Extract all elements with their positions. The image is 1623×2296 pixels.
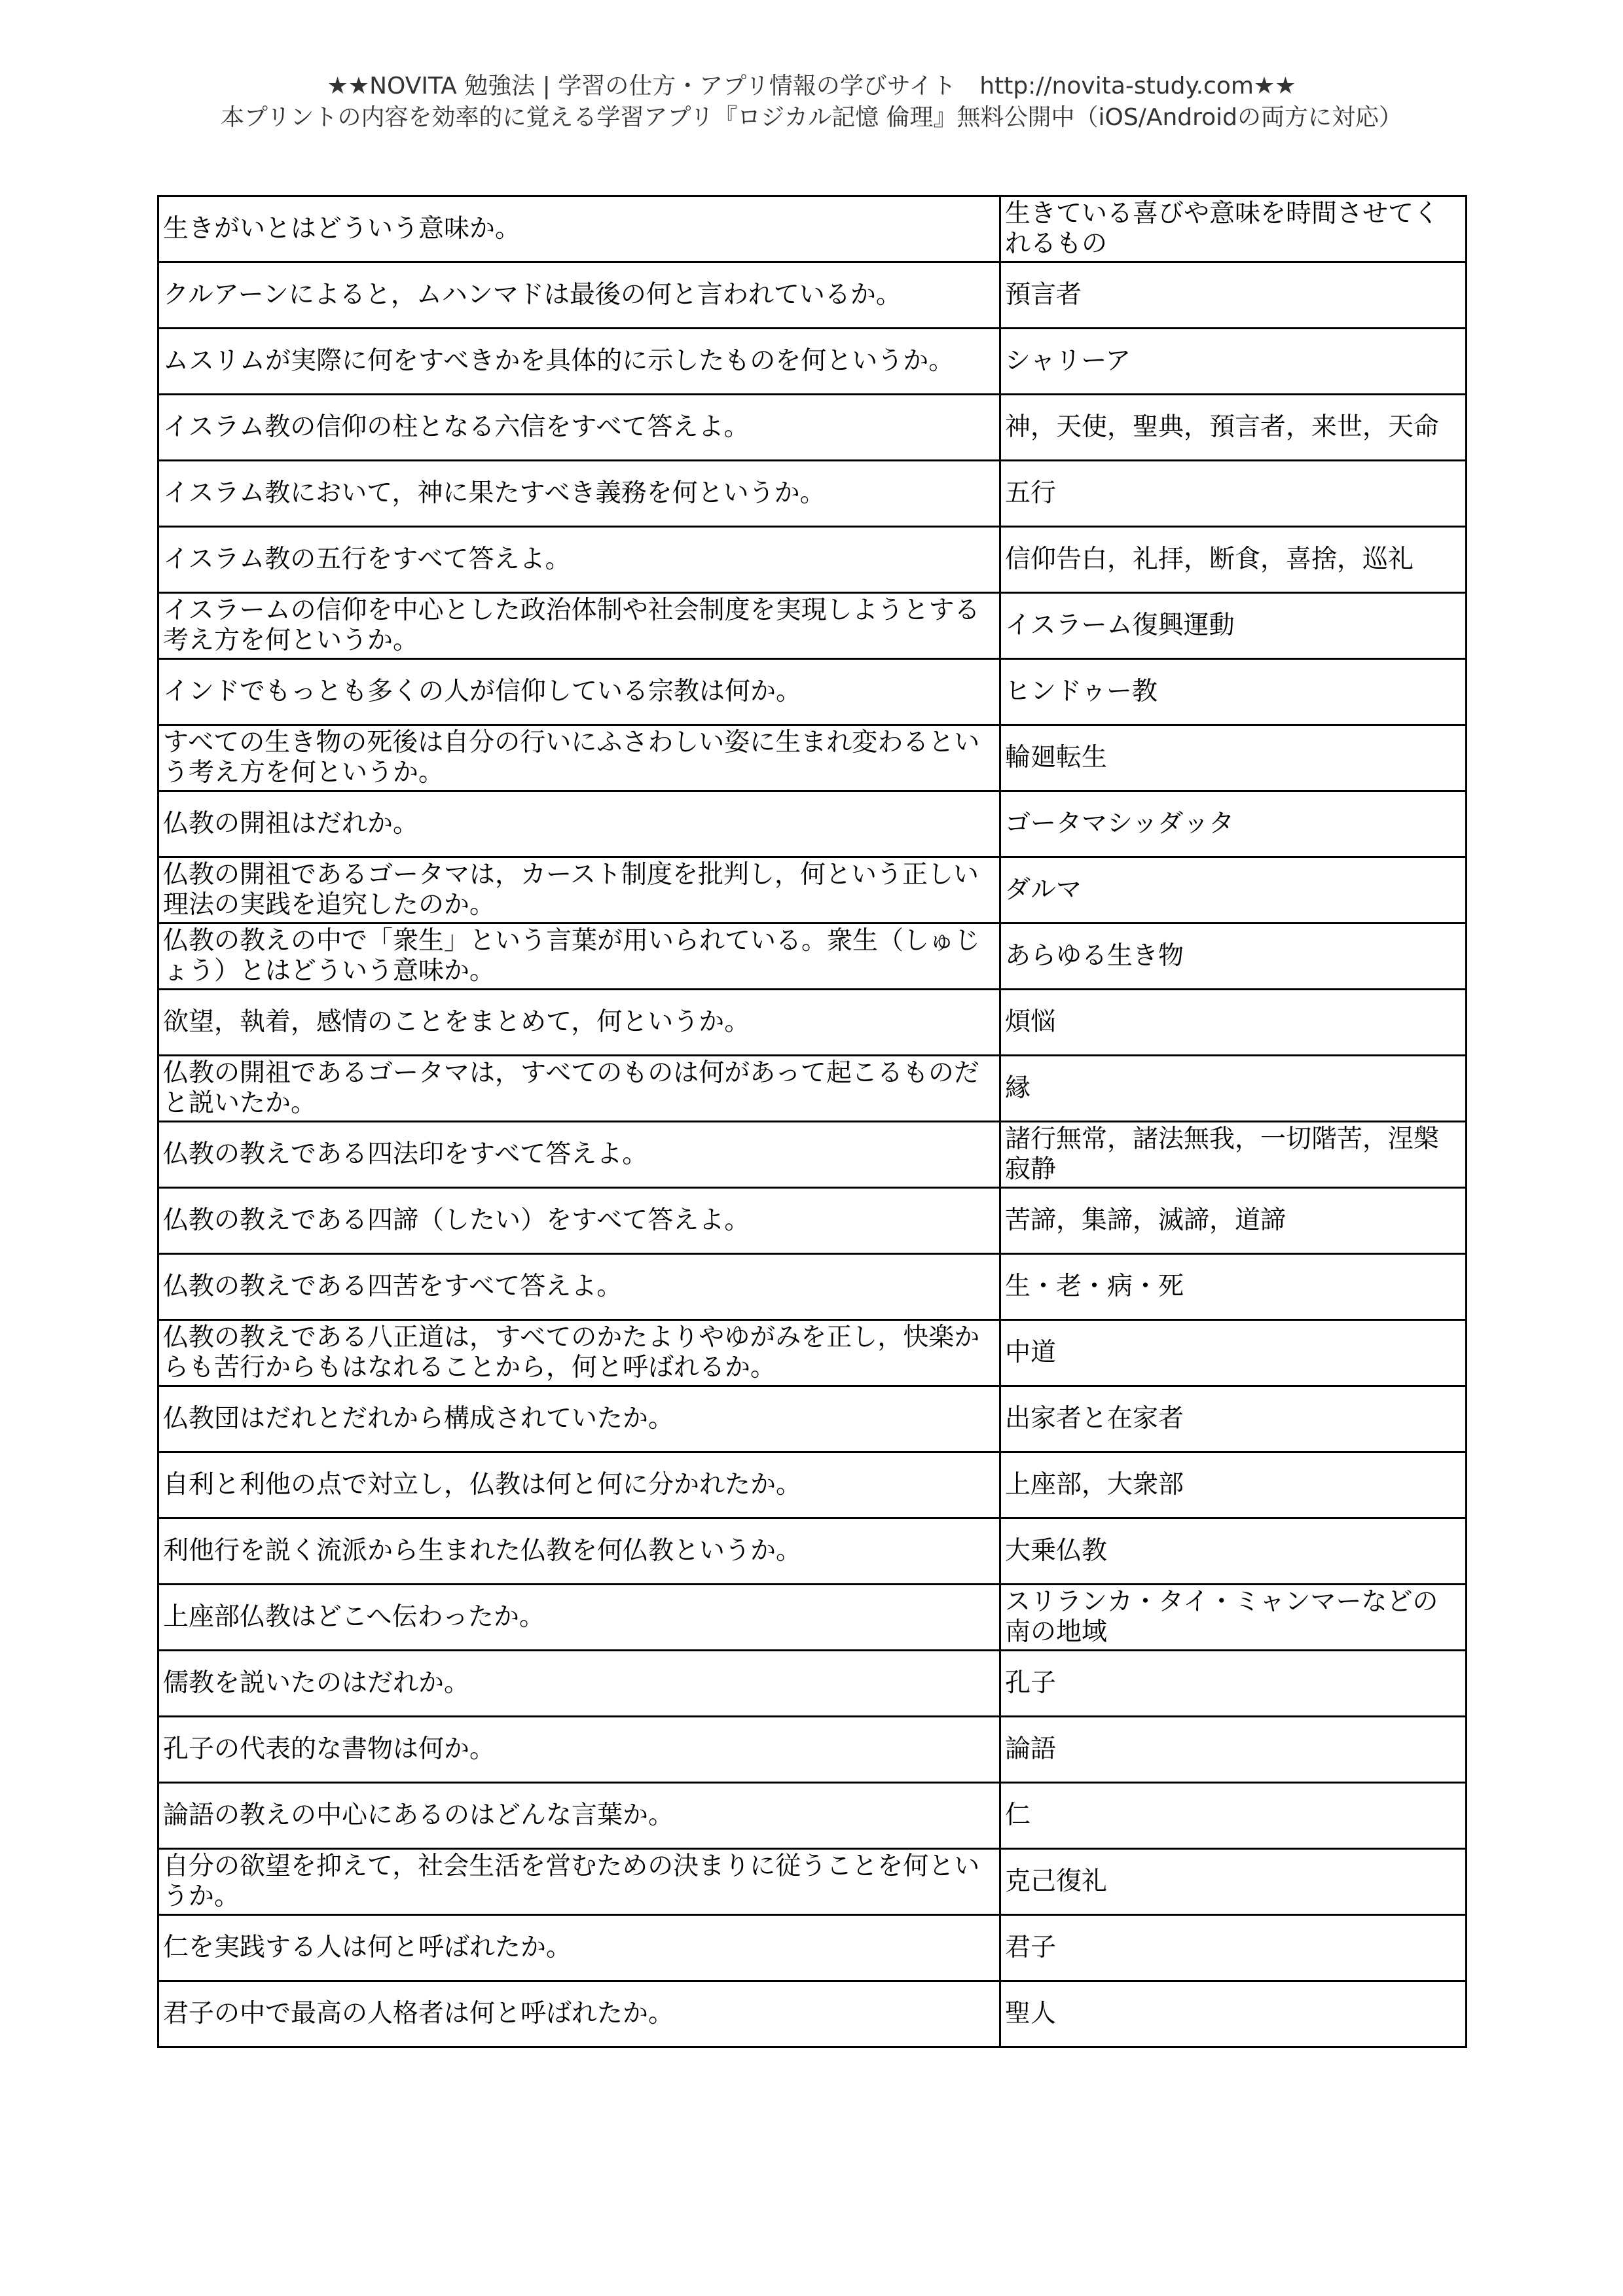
question-cell: イスラームの信仰を中心とした政治体制や社会制度を実現しようとする考え方を何というか。 <box>158 593 1000 659</box>
question-cell: 孔子の代表的な書物は何か。 <box>158 1717 1000 1783</box>
table-row <box>158 1651 1467 1717</box>
answer-cell: 神，天使，聖典，預言者，来世，天命 <box>1000 395 1467 461</box>
question-cell: イスラム教において，神に果たすべき義務を何というか。 <box>158 461 1000 527</box>
table-row <box>158 659 1467 725</box>
question-cell: すべての生き物の死後は自分の行いにふさわしい姿に生まれ変わるという考え方を何というか。 <box>158 725 1000 791</box>
table-row <box>158 329 1467 395</box>
table-row <box>158 924 1467 990</box>
answer-cell: 信仰告白，礼拝，断食，喜捨，巡礼 <box>1000 527 1467 593</box>
answer-cell: 生・老・病・死 <box>1000 1254 1467 1320</box>
question-cell: 利他行を説く流派から生まれた仏教を何仏教というか。 <box>158 1518 1000 1585</box>
answer-cell: 仁 <box>1000 1783 1467 1849</box>
question-cell: 仏教の開祖はだれか。 <box>158 791 1000 857</box>
question-cell: イスラム教の五行をすべて答えよ。 <box>158 527 1000 593</box>
answer-cell: 預言者 <box>1000 262 1467 329</box>
table-row <box>158 1122 1467 1188</box>
question-cell: インドでもっとも多くの人が信仰している宗教は何か。 <box>158 659 1000 725</box>
table-row <box>158 461 1467 527</box>
table-row <box>158 262 1467 329</box>
answer-cell: シャリーア <box>1000 329 1467 395</box>
table-row <box>158 527 1467 593</box>
table-row <box>158 1254 1467 1320</box>
answer-cell: ヒンドゥー教 <box>1000 659 1467 725</box>
table-row <box>158 990 1467 1056</box>
table-row <box>158 791 1467 857</box>
table-row <box>158 1320 1467 1386</box>
table-row <box>158 1915 1467 1981</box>
header-site-line: ★★NOVITA 勉強法 | 学習の仕方・アプリ情報の学びサイト http://novita-study.com★★ <box>327 73 1296 99</box>
answer-cell: 君子 <box>1000 1915 1467 1981</box>
question-cell: 仁を実践する人は何と呼ばれたか。 <box>158 1915 1000 1981</box>
answer-cell: ゴータマシッダッタ <box>1000 791 1467 857</box>
header-app-line: 本プリントの内容を効率的に覚える学習アプリ『ロジカル記憶 倫理』無料公開中（iOS/Androidの両方に対応） <box>220 104 1403 131</box>
question-cell: 仏教の教えの中で「衆生」という言葉が用いられている。衆生（しゅじょう）とはどういう意味か。 <box>158 924 1000 990</box>
table-row <box>158 196 1467 262</box>
table-row <box>158 1849 1467 1915</box>
answer-cell: 聖人 <box>1000 1981 1467 2047</box>
answer-cell: 上座部，大衆部 <box>1000 1452 1467 1518</box>
table-row <box>158 1518 1467 1585</box>
qa-table <box>157 195 1467 2048</box>
answer-cell: 輪廻転生 <box>1000 725 1467 791</box>
table-row <box>158 395 1467 461</box>
question-cell: 上座部仏教はどこへ伝わったか。 <box>158 1585 1000 1651</box>
question-cell: イスラム教の信仰の柱となる六信をすべて答えよ。 <box>158 395 1000 461</box>
question-cell: 論語の教えの中心にあるのはどんな言葉か。 <box>158 1783 1000 1849</box>
question-cell: 仏教団はだれとだれから構成されていたか。 <box>158 1386 1000 1452</box>
answer-cell: 五行 <box>1000 461 1467 527</box>
question-cell: 生きがいとはどういう意味か。 <box>158 196 1000 262</box>
answer-cell: 大乗仏教 <box>1000 1518 1467 1585</box>
answer-cell: 諸行無常，諸法無我，一切階苦，涅槃寂静 <box>1000 1122 1467 1188</box>
table-row <box>158 593 1467 659</box>
answer-cell: 孔子 <box>1000 1651 1467 1717</box>
question-cell: 仏教の開祖であるゴータマは，カースト制度を批判し，何という正しい理法の実践を追究したのか。 <box>158 857 1000 924</box>
table-row <box>158 1386 1467 1452</box>
table-row <box>158 857 1467 924</box>
question-cell: クルアーンによると，ムハンマドは最後の何と言われているか。 <box>158 262 1000 329</box>
table-row <box>158 1981 1467 2047</box>
question-cell: 仏教の教えである八正道は，すべてのかたよりやゆがみを正し，快楽からも苦行からもはなれることから，何と呼ばれるか。 <box>158 1320 1000 1386</box>
question-cell: 仏教の教えである四諦（したい）をすべて答えよ。 <box>158 1188 1000 1254</box>
answer-cell: 出家者と在家者 <box>1000 1386 1467 1452</box>
answer-cell: 論語 <box>1000 1717 1467 1783</box>
answer-cell: 克己復礼 <box>1000 1849 1467 1915</box>
answer-cell: 生きている喜びや意味を時間させてくれるもの <box>1000 196 1467 262</box>
table-row <box>158 1452 1467 1518</box>
table-row <box>158 1056 1467 1122</box>
table-row <box>158 1188 1467 1254</box>
question-cell: 仏教の教えである四法印をすべて答えよ。 <box>158 1122 1000 1188</box>
question-cell: 君子の中で最高の人格者は何と呼ばれたか。 <box>158 1981 1000 2047</box>
answer-cell: 縁 <box>1000 1056 1467 1122</box>
question-cell: 自利と利他の点で対立し，仏教は何と何に分かれたか。 <box>158 1452 1000 1518</box>
table-row <box>158 1783 1467 1849</box>
question-cell: 自分の欲望を抑えて，社会生活を営むための決まりに従うことを何というか。 <box>158 1849 1000 1915</box>
page-header <box>0 71 1623 134</box>
answer-cell: あらゆる生き物 <box>1000 924 1467 990</box>
answer-cell: イスラーム復興運動 <box>1000 593 1467 659</box>
answer-cell: スリランカ・タイ・ミャンマーなどの南の地域 <box>1000 1585 1467 1651</box>
question-cell: ムスリムが実際に何をすべきかを具体的に示したものを何というか。 <box>158 329 1000 395</box>
table-row <box>158 725 1467 791</box>
qa-table-body <box>158 196 1467 2047</box>
table-row <box>158 1717 1467 1783</box>
table-row <box>158 1585 1467 1651</box>
question-cell: 欲望，執着，感情のことをまとめて，何というか。 <box>158 990 1000 1056</box>
question-cell: 儒教を説いたのはだれか。 <box>158 1651 1000 1717</box>
answer-cell: 煩悩 <box>1000 990 1467 1056</box>
answer-cell: 中道 <box>1000 1320 1467 1386</box>
question-cell: 仏教の開祖であるゴータマは，すべてのものは何があって起こるものだと説いたか。 <box>158 1056 1000 1122</box>
question-cell: 仏教の教えである四苦をすべて答えよ。 <box>158 1254 1000 1320</box>
answer-cell: 苦諦，集諦，滅諦，道諦 <box>1000 1188 1467 1254</box>
answer-cell: ダルマ <box>1000 857 1467 924</box>
